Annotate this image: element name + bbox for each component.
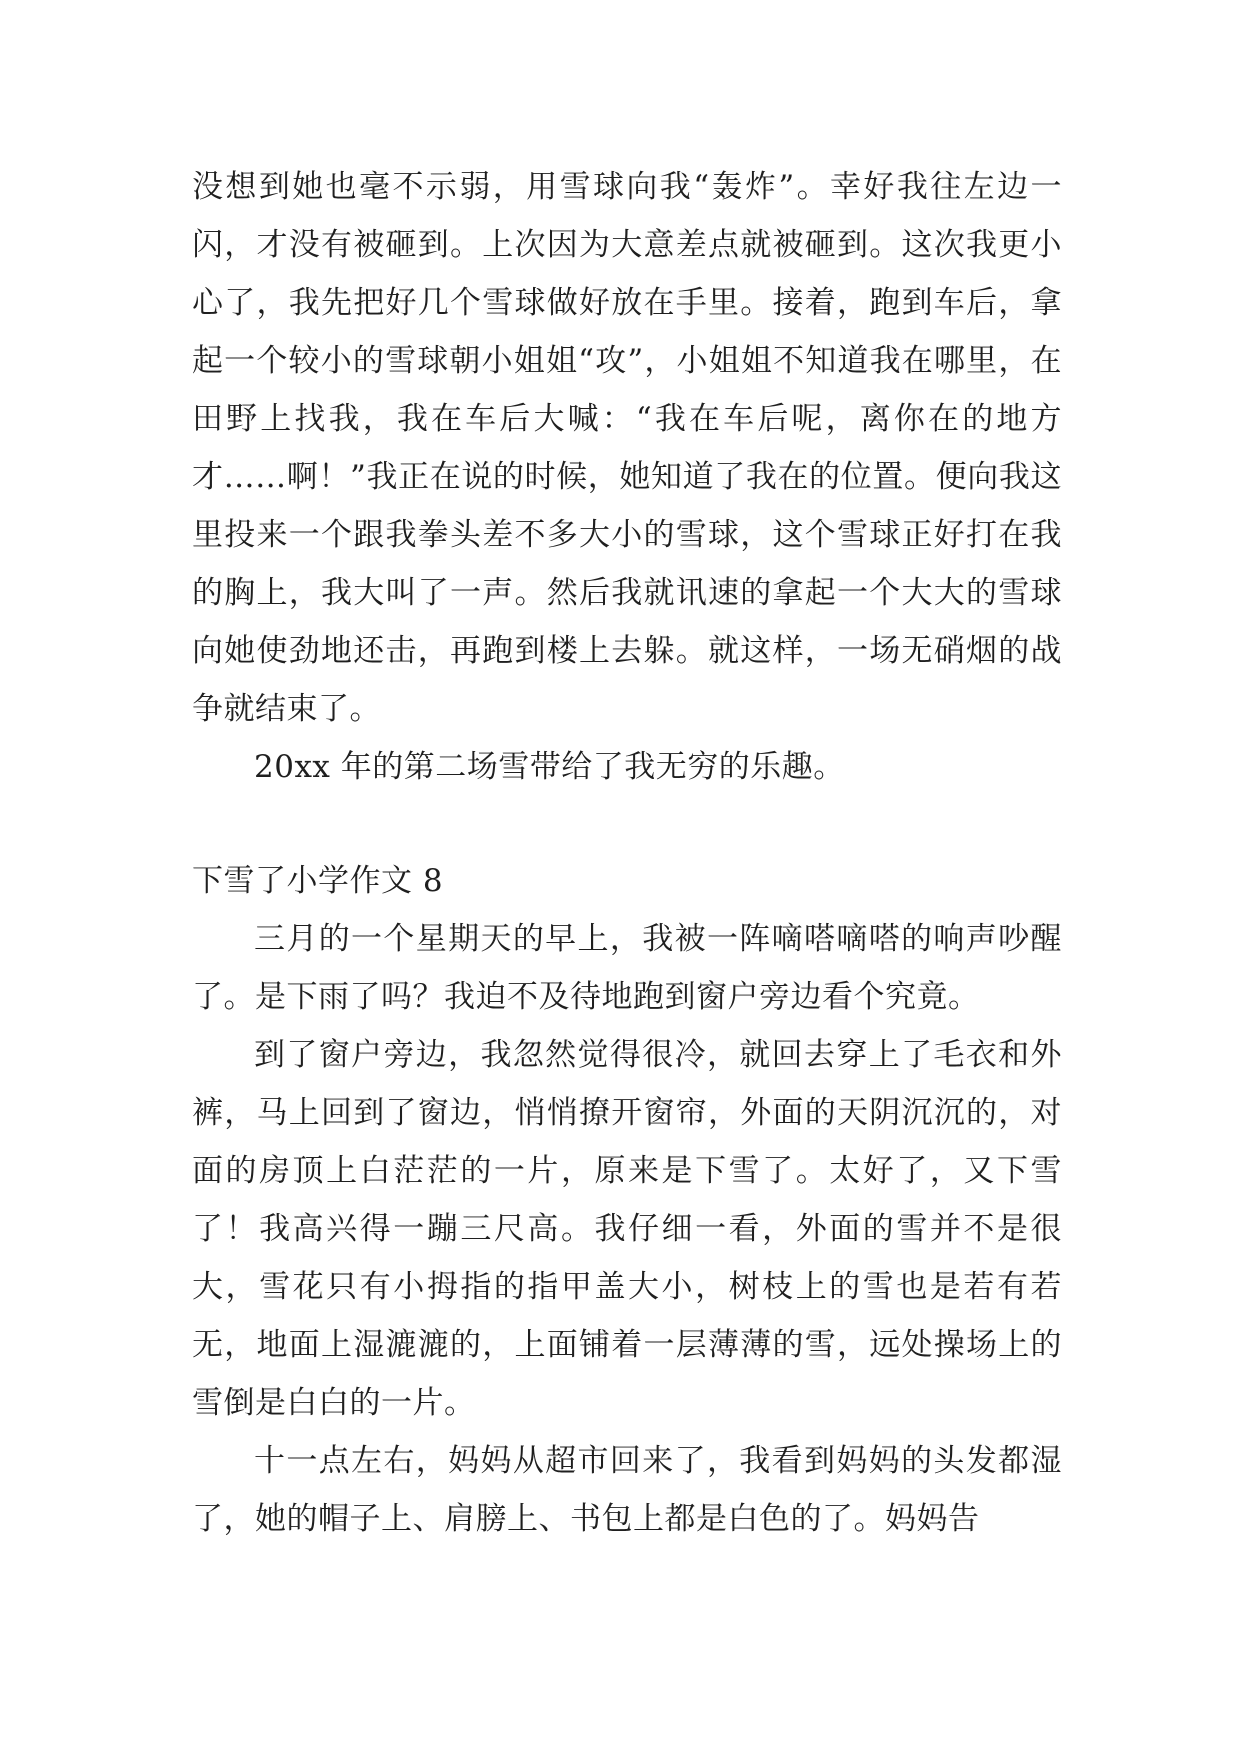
document-body (192, 158, 1062, 1548)
paragraph-window-snow: 到了窗户旁边，我忽然觉得很冷，就回去穿上了毛衣和外裤，马上回到了窗边，悄悄撩开窗帘，外面的天阴沉沉的，对面的房顶上白茫茫的一片，原来是下雪了。太好了，又下雪了！我高兴得一蹦三尺高。我仔细一看，外面的雪并不是很大，雪花只有小拇指的指甲盖大小，树枝上的雪也是若有若无，地面上湿漉漉的，上面铺着一层薄薄的雪，远处操场上的雪倒是白白的一片。 (192, 1037, 1062, 1421)
paragraph-sunday-morning: 三月的一个星期天的早上，我被一阵嘀嗒嘀嗒的响声吵醒了。是下雨了吗？我迫不及待地跑到窗户旁边看个究竟。 (192, 921, 1062, 1015)
paragraph-second-snow: 20xx 年的第二场雪带给了我无穷的乐趣。 (254, 749, 845, 785)
section-title: 下雪了小学作文 8 (192, 863, 444, 899)
paragraph-mother-returns: 十一点左右，妈妈从超市回来了，我看到妈妈的头发都湿了，她的帽子上、肩膀上、书包上都是白色的了。妈妈告 (192, 1443, 1062, 1537)
paragraph-snowball-fight: 没想到她也毫不示弱，用雪球向我“轰炸”。幸好我往左边一闪，才没有被砸到。上次因为大意差点就被砸到。这次我更小心了，我先把好几个雪球做好放在手里。接着，跑到车后，拿起一个较小的雪球朝小姐姐“攻”，小姐姐不知道我在哪里，在田野上找我，我在车后大喊：“我在车后呢，离你在的地方才……啊！”我正在说的时候，她知道了我在的位置。便向我这里投来一个跟我拳头差不多大小的雪球，这个雪球正好打在我的胸上，我大叫了一声。然后我就讯速的拿起一个大大的雪球向她使劲地还击，再跑到楼上去躲。就这样，一场无硝烟的战争就结束了。 (192, 169, 1062, 727)
